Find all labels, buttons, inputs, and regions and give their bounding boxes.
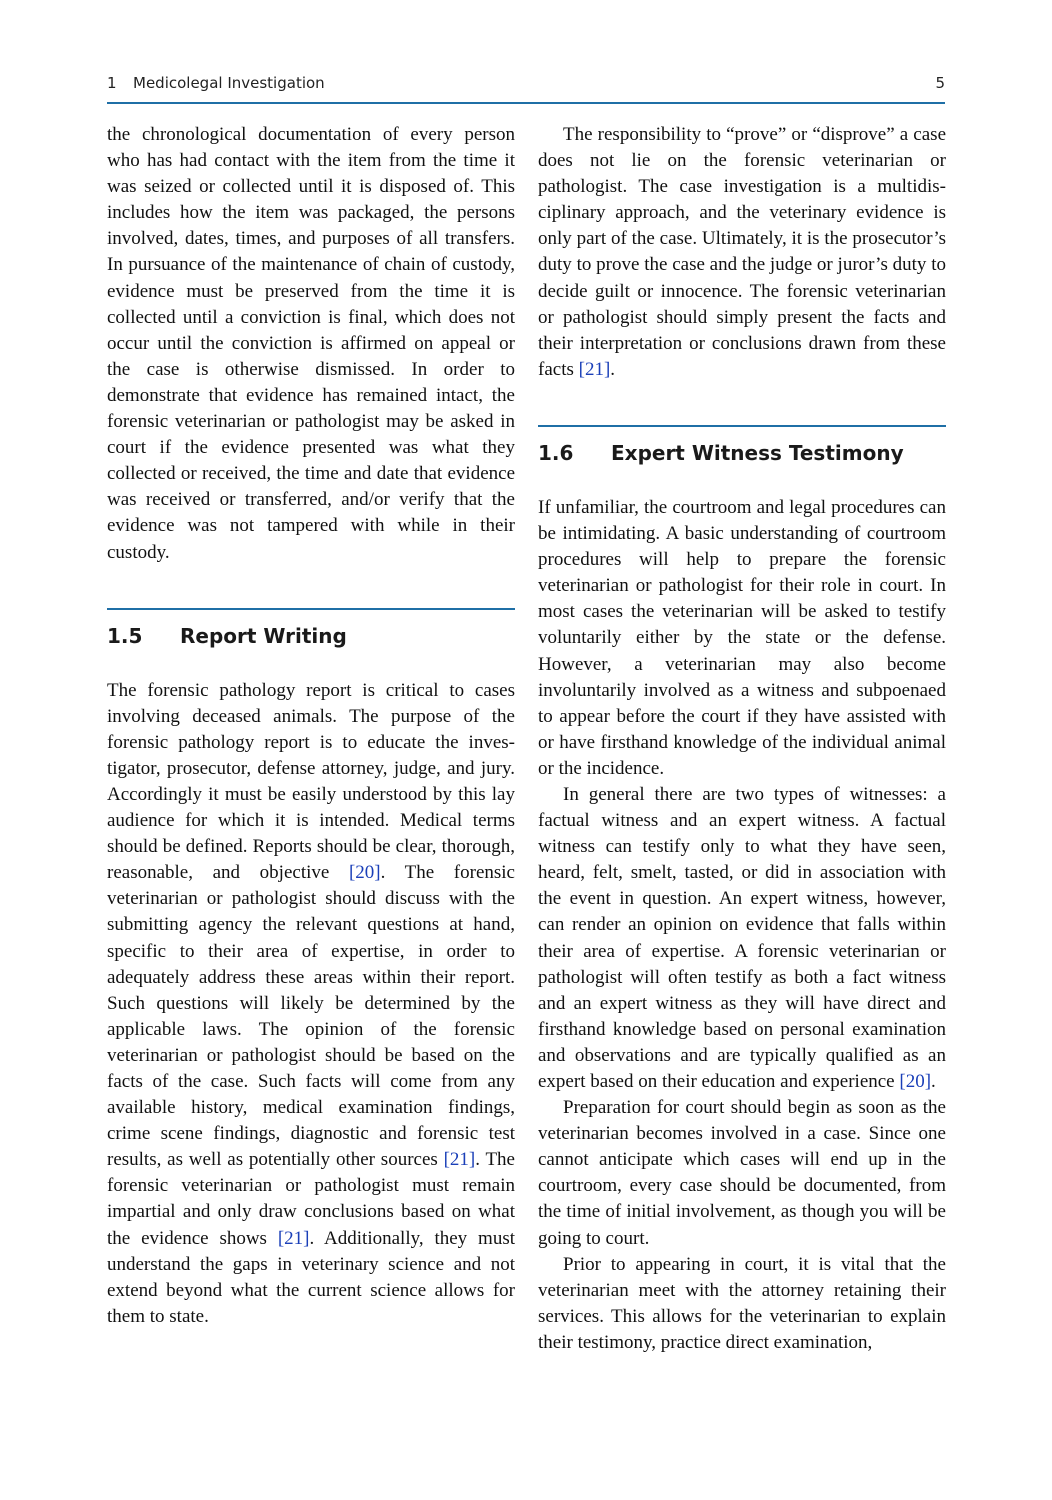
text-span: . The forensic veterinarian or pathologist should discuss with the submitting agency the relevant questions at hand, specific to their area of expertise, in order to adequately address these areas within their report. Such questions will likely be determined by the applicable laws. The opinion of the forensic veterinarian or pathologist should be based on the facts of the case. Such facts will come from any available history, medical examination findings, crime scene findings, diagnostic and forensic test results, as well as potentially other sources — [107, 862, 515, 1171]
paragraph-responsibility — [538, 122, 946, 383]
citation-link[interactable]: [20] — [348, 862, 381, 884]
text-span: The forensic pathology report is critical to cases involving deceased animals. The purpose of the forensic pathology report is to educate the investigator, prosecutor, defense attorney, judge, and jury. Accordingly it must be easily understood by this lay audience for which it is intended. Medical terms should be defined. Reports should be clear, thorough, reasonable, and objective — [107, 679, 515, 884]
running-head — [107, 72, 945, 104]
paragraph-attorney-meeting: Prior to appearing in court, it is vital that the veterinarian meet with the attorney retaining their services. This allows for the veterinarian to explain their testimony, practice direct examination, — [538, 1253, 946, 1353]
right-column — [538, 122, 946, 1356]
section-heading-report-writing — [107, 608, 515, 656]
citation-link[interactable]: [21] — [277, 1227, 310, 1249]
text-span: . The forensic veterinarian or pathologist must remain impartial and only draw conclusions based on what the evidence shows — [107, 1149, 515, 1249]
chapter-number: 1 — [107, 74, 117, 92]
section-title: Expert Witness Testimony — [611, 440, 904, 465]
text-span: The responsibility to “prove” or “disprove” a case does not lie on the forensic veterinarian or pathologist. The case investigation is a multidisciplinary approach, and the veterinary evidence is only part of the case. Ultimately, it is the prosecutor’s duty to prove the case and the judge or juror’s duty to decide guilt or innocence. The forensic veterinarian or pathologist should simply present the facts and their interpretation or conclusions drawn from these facts — [538, 124, 946, 380]
citation-link[interactable]: [20] — [899, 1071, 932, 1092]
text-span: . Additionally, they must understand the gaps in veterinary science and not extend beyond what the current science allows for them to state. — [107, 1227, 516, 1327]
paragraph-court-preparation: Preparation for court should begin as soon as the veterinarian becomes involved in a case. Since one cannot anticipate which cases will end up in the courtroom, every case should be documented, from the time of initial involvement, as though you will be going to court. — [538, 1097, 946, 1249]
section-title: Report Writing — [180, 623, 347, 648]
section-number: 1.5 — [107, 623, 143, 648]
section-number: 1.6 — [538, 440, 574, 465]
text-span: . — [610, 358, 616, 380]
citation-link[interactable]: [21] — [443, 1149, 476, 1171]
page-number: 5 — [935, 74, 945, 92]
left-column — [107, 122, 515, 1330]
paragraph-witness-types — [538, 782, 946, 1095]
text-span: . — [931, 1071, 936, 1092]
chapter-title: Medicolegal Investigation — [133, 74, 325, 92]
paragraph-courtroom-procedures: If unfamiliar, the courtroom and legal procedures can be intimidating. A basic understanding of courtroom procedures will help to prepare the forensic veterinarian or pathologist for their role in court. In most cases the veterinarian will be asked to testify voluntarily either by the state or the defense. However, a veterinarian may also become involuntarily involved as a witness and subpoenaed to appear before the court if they have assisted with or have firsthand knowledge of the individual animal or the incidence. — [538, 496, 946, 779]
citation-link[interactable]: [21] — [578, 358, 611, 380]
paragraph-report-writing — [107, 678, 515, 1330]
text-span: In general there are two types of witnesses: a factual witness and an expert witness. A factual witness can testify only to what they have seen, heard, felt, smelt, tasted, or did in association with the event in question. An expert witness, however, can render an opinion on evidence that falls within their area of expertise. A forensic veterinarian or pathologist will often testify as both a fact witness and an expert witness as they will have direct and firsthand knowledge based on personal examination and observations and are typically qualified as an expert based on their education and experience — [538, 783, 946, 1092]
paragraph-chain-of-custody: the chronological documentation of every person who has had contact with the item from the time it was seized or collected until it is disposed of. This includes how the item was packaged, the persons involved, dates, times, and purposes of all transfers. In pursuance of the maintenance of chain of custody, evidence must be preserved from the time it is collected until a conviction is final, which does not occur until the conviction is affirmed on appeal or the case is otherwise dismissed. In order to demonstrate that evidence has remained intact, the forensic veterinarian or pathologist may be asked in court if the evidence presented was what they collected or received, the time and date that evidence was received or transferred, and/or verify that the evidence was not tampered with while in their custody. — [107, 124, 515, 563]
section-heading-expert-witness — [538, 425, 946, 473]
